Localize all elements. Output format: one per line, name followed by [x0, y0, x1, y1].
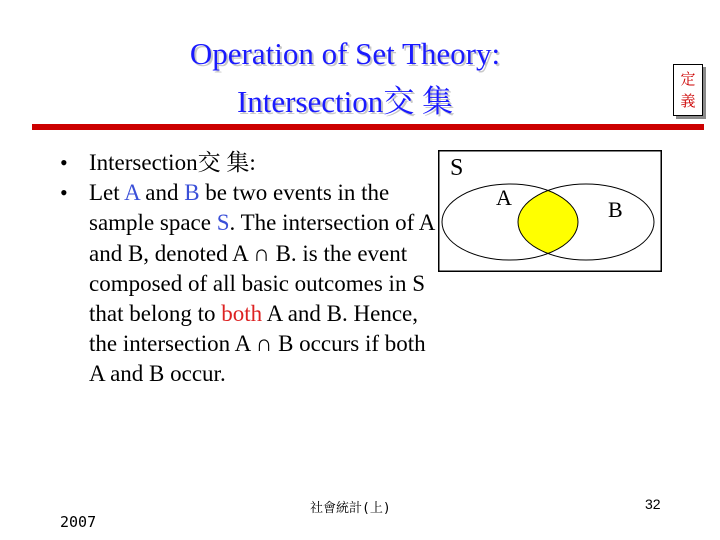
bullet-2-part3: be two events in the sample space: [89, 180, 390, 236]
intersection-symbol: ∩: [253, 240, 270, 266]
bullet-item-2: [60, 178, 440, 389]
title-line-2: [95, 78, 595, 126]
bullet-2-part6: A and B. Hence, the intersection A: [89, 301, 418, 357]
title-line-1: Operation of Set Theory:: [189, 36, 501, 71]
bullet-2-part5: B. is the event composed of all basic outcomes in S that belong to: [89, 240, 425, 327]
bullet-2-part1: Let: [89, 180, 125, 206]
sample-space-label: S: [216, 210, 230, 236]
both-highlight: both: [221, 301, 263, 327]
definition-badge: [673, 64, 703, 116]
title-line-2-zh: 交 集: [383, 84, 454, 119]
intersection-symbol-2: ∩: [255, 331, 273, 357]
event-b-label: B: [184, 180, 200, 206]
title-divider: [32, 124, 704, 130]
bullet-dot-icon: •: [60, 180, 68, 206]
title-line-2-en: Intersection: [236, 84, 384, 119]
footer-page-number: 32: [645, 496, 661, 512]
bullet-2-part7: B occurs if both A and B occur.: [89, 331, 426, 387]
footer-year: 2007: [60, 513, 97, 531]
bullet-2-part4: . The intersection of A and B, denoted A: [89, 210, 435, 266]
bullet-list: [60, 148, 440, 390]
bullet-dot-icon: •: [60, 150, 68, 175]
footer-course-name: 社會統計(上): [310, 501, 391, 516]
bullet-1-text: Intersection交 集:: [89, 150, 256, 175]
venn-label-a: A: [496, 185, 512, 210]
event-a-label: A: [124, 180, 140, 206]
venn-label-b: B: [608, 197, 623, 222]
venn-diagram: [438, 150, 662, 272]
bullet-item-1: [60, 148, 440, 178]
badge-char-2: 義: [680, 92, 696, 110]
bullet-2-part2: and: [139, 180, 185, 206]
badge-char-1: 定: [680, 70, 696, 88]
venn-label-s: S: [450, 155, 464, 181]
slide-title: [95, 30, 595, 126]
